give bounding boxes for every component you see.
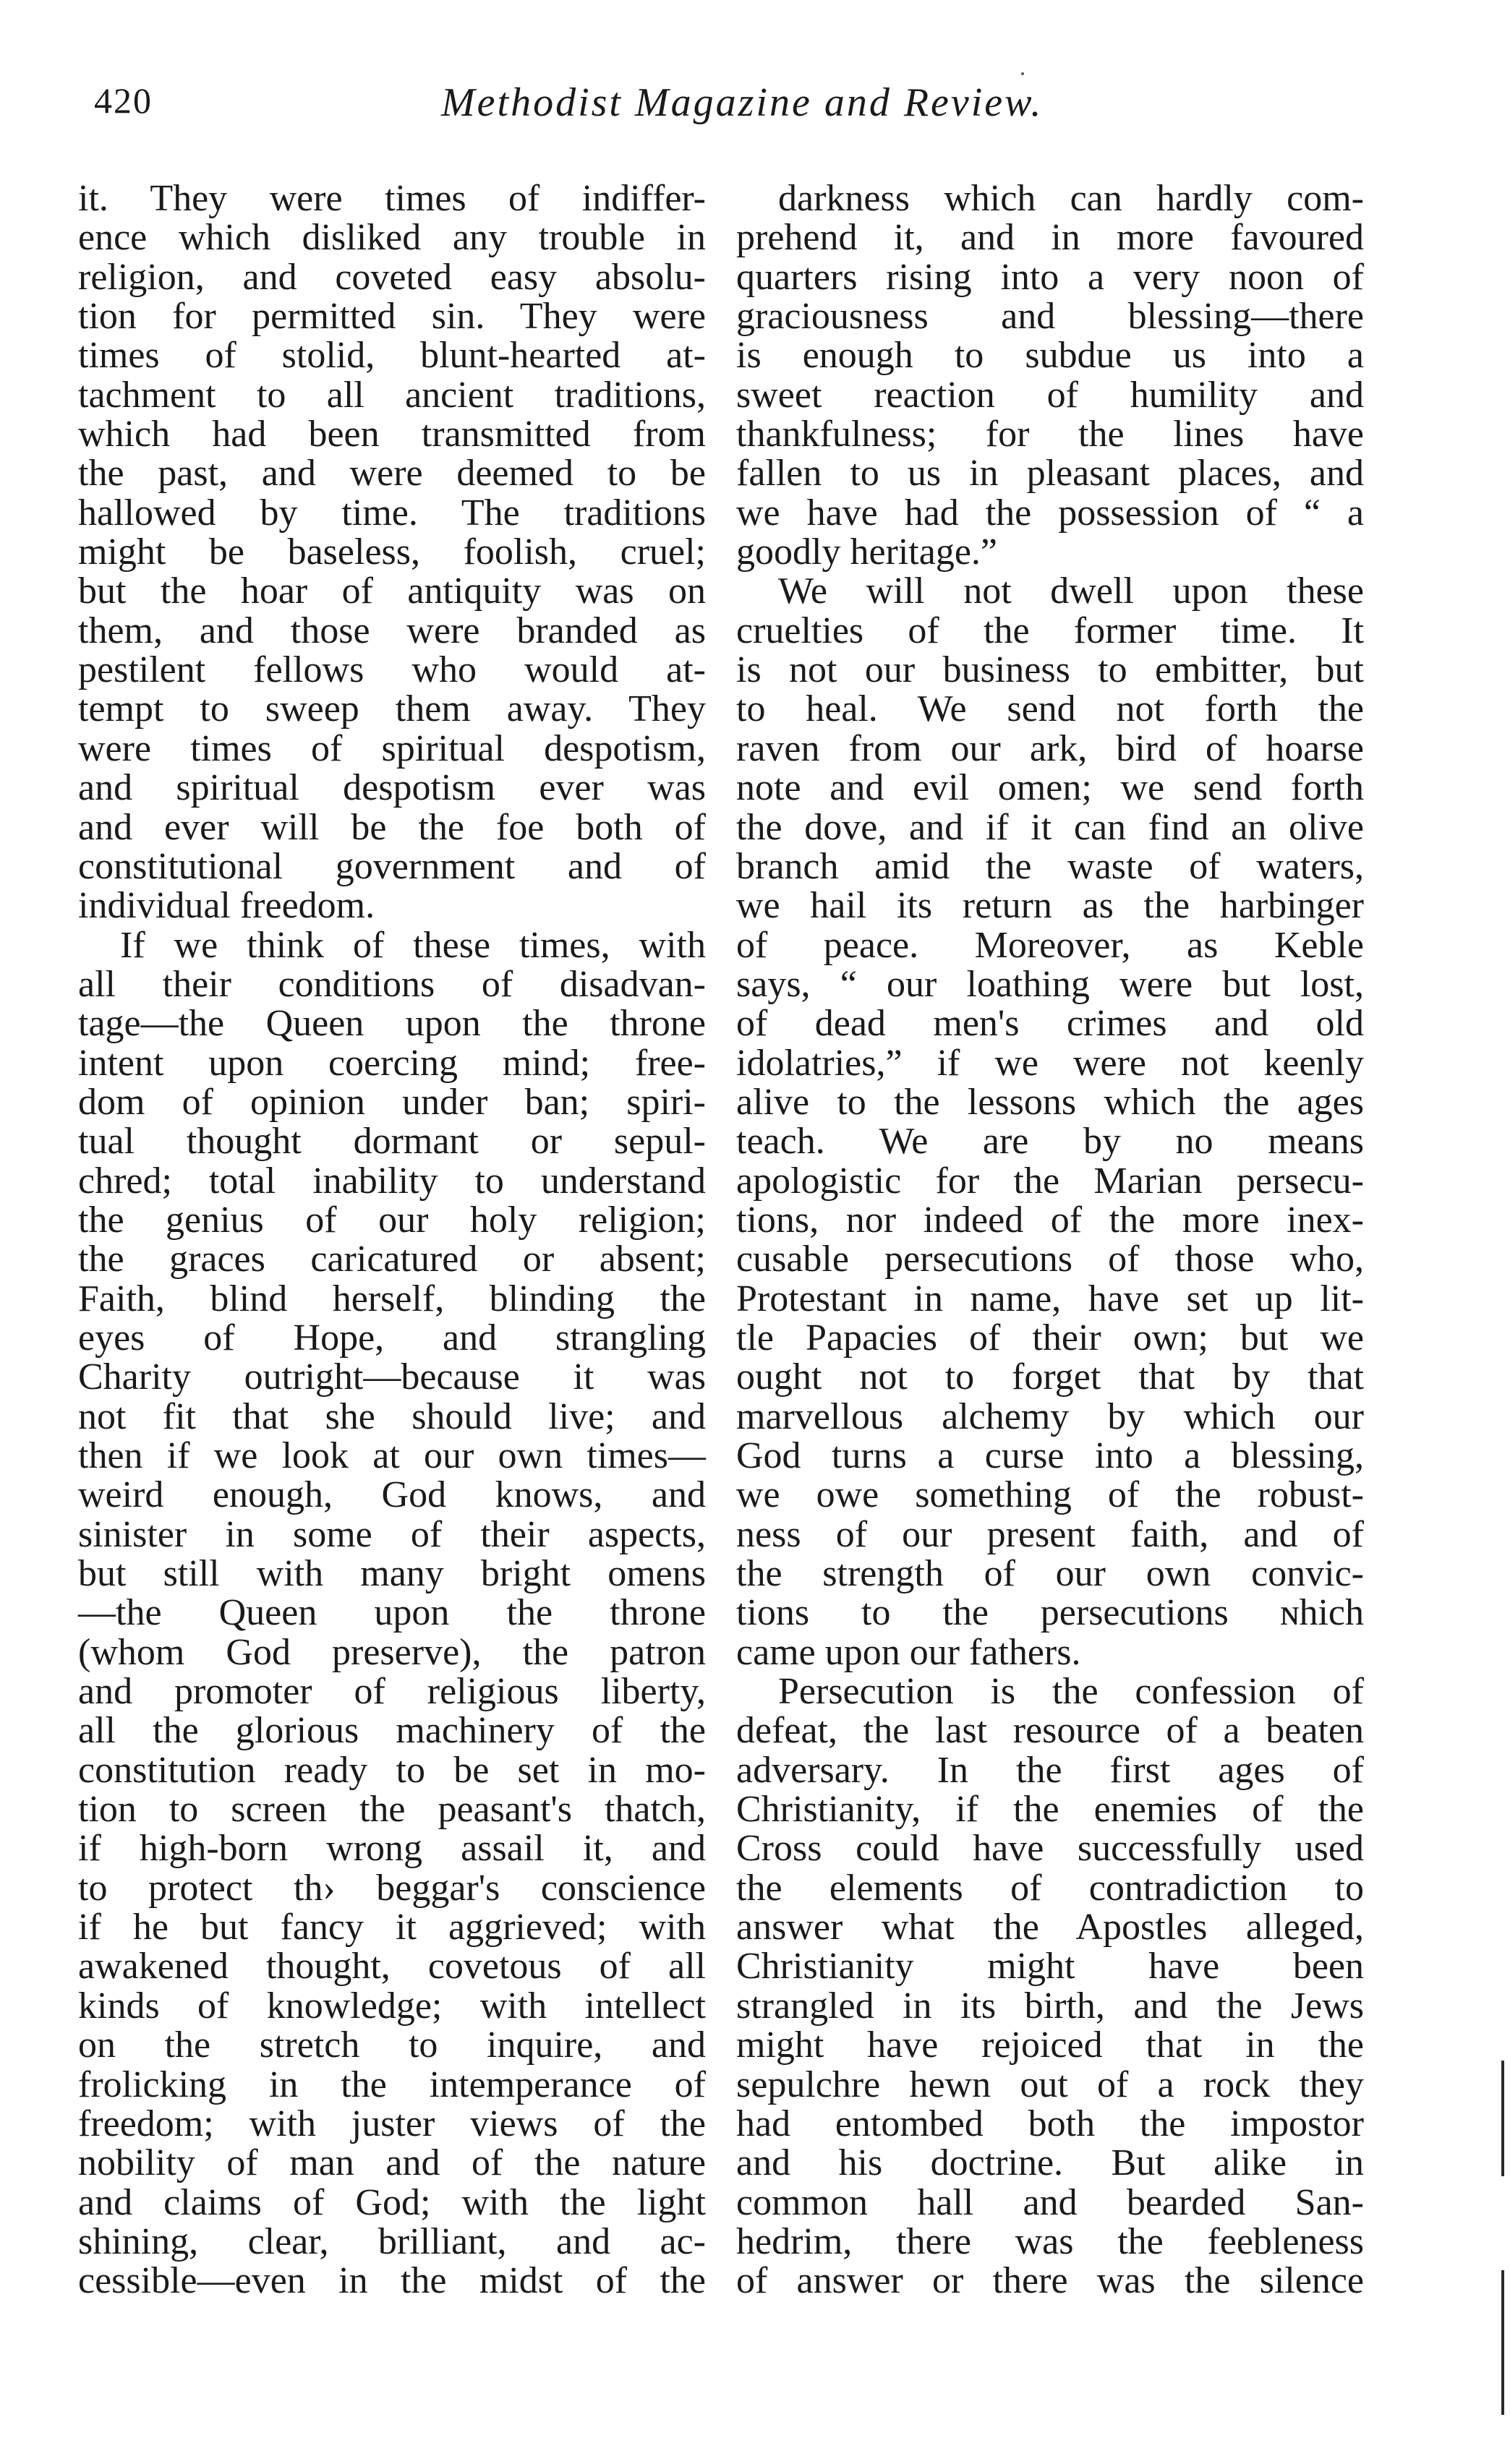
text-line: weird enough, God knows, and bbox=[78, 1474, 706, 1516]
text-line: darkness which can hardly com- bbox=[778, 178, 1364, 219]
print-speck bbox=[1021, 72, 1024, 75]
text-line: We will not dwell upon these bbox=[778, 570, 1364, 612]
text-line: strangled in its birth, and the Jews bbox=[736, 1985, 1364, 2027]
text-line: the graces caricatured or absent; bbox=[78, 1239, 706, 1280]
text-line: we owe something of the robust- bbox=[736, 1474, 1364, 1516]
text-line: it. They were times of indiffer- bbox=[78, 178, 706, 219]
text-line: came upon our fathers. bbox=[736, 1631, 1081, 1673]
text-line: God turns a curse into a blessing, bbox=[736, 1435, 1364, 1476]
text-line: and spiritual despotism ever was bbox=[78, 767, 706, 809]
text-line: tempt to sweep them away. They bbox=[78, 688, 706, 730]
text-line: on the stretch to inquire, and bbox=[78, 2024, 706, 2066]
margin-scan-mark bbox=[1501, 2061, 1504, 2176]
text-line: Christianity, if the enemies of the bbox=[736, 1789, 1364, 1831]
text-line: constitutional government and of bbox=[78, 845, 706, 887]
text-line: all the glorious machinery of the bbox=[78, 1710, 706, 1752]
text-line: tle Papacies of their own; but we bbox=[736, 1317, 1364, 1359]
text-line: graciousness and blessing—there bbox=[736, 296, 1364, 338]
margin-scan-mark bbox=[1501, 2270, 1504, 2415]
text-line: ought not to forget that by that bbox=[736, 1356, 1364, 1398]
text-line: constitution ready to be set in mo- bbox=[78, 1749, 706, 1791]
text-line: but the hoar of antiquity was on bbox=[78, 570, 706, 612]
text-line: tion for permitted sin. They were bbox=[78, 296, 706, 338]
text-line: sweet reaction of humility and bbox=[736, 374, 1364, 416]
text-line: and claims of God; with the light bbox=[78, 2181, 706, 2223]
text-line: and ever will be the foe both of bbox=[78, 806, 706, 848]
text-line: we hail its return as the harbinger bbox=[736, 885, 1364, 927]
page-header bbox=[94, 80, 1352, 145]
text-line: raven from our ark, bird of hoarse bbox=[736, 727, 1364, 769]
text-line: tachment to all ancient traditions, bbox=[78, 374, 706, 416]
text-line: is enough to subdue us into a bbox=[736, 335, 1364, 377]
text-line: frolicking in the intemperance of bbox=[78, 2063, 706, 2105]
text-line: Protestant in name, have set up lit- bbox=[736, 1278, 1364, 1319]
text-line: awakened thought, covetous of all bbox=[78, 1946, 706, 1988]
text-line: idolatries,” if we were not keenly bbox=[736, 1042, 1364, 1084]
text-line: if he but fancy it aggrieved; with bbox=[78, 1907, 706, 1948]
text-line: prehend it, and in more favoured bbox=[736, 217, 1364, 259]
text-line: If we think of these times, with bbox=[120, 924, 706, 966]
text-line: intent upon coercing mind; free- bbox=[78, 1042, 706, 1084]
text-line: Charity outright—because it was bbox=[78, 1356, 706, 1398]
text-line: tions, nor indeed of the more inex- bbox=[736, 1199, 1364, 1241]
text-line: the elements of contradiction to bbox=[736, 1867, 1364, 1909]
text-line: quarters rising into a very noon of bbox=[736, 256, 1364, 298]
text-line: Christianity might have been bbox=[736, 1946, 1364, 1988]
text-line: chred; total inability to understand bbox=[78, 1160, 706, 1202]
text-line: might have rejoiced that in the bbox=[736, 2024, 1364, 2066]
text-line: says, “ our loathing were but lost, bbox=[736, 963, 1364, 1005]
text-line: tage—the Queen upon the throne bbox=[78, 1003, 706, 1045]
text-line: tual thought dormant or sepul- bbox=[78, 1121, 706, 1163]
text-line: eyes of Hope, and strangling bbox=[78, 1317, 706, 1359]
text-line: might be baseless, foolish, cruel; bbox=[78, 531, 706, 573]
text-line: of answer or there was the silence bbox=[736, 2260, 1364, 2302]
text-line: adversary. In the first ages of bbox=[736, 1749, 1364, 1791]
text-line: kinds of knowledge; with intellect bbox=[78, 1985, 706, 2027]
text-line: cessible—even in the midst of the bbox=[78, 2260, 706, 2302]
text-line: cruelties of the former time. It bbox=[736, 609, 1364, 651]
text-line: to heal. We send not forth the bbox=[736, 688, 1364, 730]
text-line: then if we look at our own times— bbox=[78, 1435, 706, 1476]
text-line: alive to the lessons which the ages bbox=[736, 1081, 1364, 1123]
text-line: dom of opinion under ban; spiri- bbox=[78, 1081, 706, 1123]
text-line: note and evil omen; we send forth bbox=[736, 767, 1364, 809]
text-line: the past, and were deemed to be bbox=[78, 453, 706, 495]
running-title: Methodist Magazine and Review. bbox=[441, 80, 1044, 125]
text-line: individual freedom. bbox=[78, 885, 375, 927]
text-line: branch amid the waste of waters, bbox=[736, 845, 1364, 887]
text-line: the strength of our own convic- bbox=[736, 1553, 1364, 1595]
text-line: thankfulness; for the lines have bbox=[736, 414, 1364, 455]
text-line: freedom; with juster views of the bbox=[78, 2102, 706, 2144]
text-line: teach. We are by no means bbox=[736, 1121, 1364, 1163]
text-line: and his doctrine. But alike in bbox=[736, 2142, 1364, 2184]
text-line: not fit that she should live; and bbox=[78, 1395, 706, 1437]
text-line: to protect th› beggar's conscience bbox=[78, 1867, 706, 1909]
text-line: shining, clear, brilliant, and ac- bbox=[78, 2220, 706, 2262]
text-line: of dead men's crimes and old bbox=[736, 1003, 1364, 1045]
text-line: if high-born wrong assail it, and bbox=[78, 1828, 706, 1870]
text-line: common hall and bearded San- bbox=[736, 2181, 1364, 2223]
text-line: cusable persecutions of those who, bbox=[736, 1239, 1364, 1280]
text-line: the genius of our holy religion; bbox=[78, 1199, 706, 1241]
text-line: Cross could have successfully used bbox=[736, 1828, 1364, 1870]
text-line: (whom God preserve), the patron bbox=[78, 1631, 706, 1673]
text-line: apologistic for the Marian persecu- bbox=[736, 1160, 1364, 1202]
text-line: tion to screen the peasant's thatch, bbox=[78, 1789, 706, 1831]
text-line: is not our business to embitter, but bbox=[736, 649, 1364, 691]
text-line: sepulchre hewn out of a rock they bbox=[736, 2063, 1364, 2105]
text-line: and promoter of religious liberty, bbox=[78, 1671, 706, 1713]
text-line: of peace. Moreover, as Keble bbox=[736, 924, 1364, 966]
text-line: —the Queen upon the throne bbox=[78, 1592, 706, 1634]
text-line: Persecution is the confession of bbox=[778, 1671, 1364, 1713]
text-line: which had been transmitted from bbox=[78, 414, 706, 455]
text-line: hedrim, there was the feebleness bbox=[736, 2220, 1364, 2262]
text-line: were times of spiritual despotism, bbox=[78, 727, 706, 769]
text-line: goodly heritage.” bbox=[736, 531, 997, 573]
text-line: sinister in some of their aspects, bbox=[78, 1513, 706, 1555]
text-line: answer what the Apostles alleged, bbox=[736, 1907, 1364, 1948]
text-line: marvellous alchemy by which our bbox=[736, 1395, 1364, 1437]
text-line: them, and those were branded as bbox=[78, 609, 706, 651]
text-line: the dove, and if it can find an olive bbox=[736, 806, 1364, 848]
text-line: tions to the persecutions ɴhich bbox=[736, 1592, 1364, 1634]
text-line: Faith, blind herself, blinding the bbox=[78, 1278, 706, 1319]
text-line: but still with many bright omens bbox=[78, 1553, 706, 1595]
text-line: pestilent fellows who would at- bbox=[78, 649, 706, 691]
text-line: ness of our present faith, and of bbox=[736, 1513, 1364, 1555]
text-line: we have had the possession of “ a bbox=[736, 492, 1364, 534]
text-line: all their conditions of disadvan- bbox=[78, 963, 706, 1005]
text-line: ence which disliked any trouble in bbox=[78, 217, 706, 259]
left-text-column bbox=[78, 179, 706, 2301]
text-line: had entombed both the impostor bbox=[736, 2102, 1364, 2144]
text-line: times of stolid, blunt-hearted at- bbox=[78, 335, 706, 377]
page-number: 420 bbox=[94, 80, 153, 121]
text-line: hallowed by time. The traditions bbox=[78, 492, 706, 534]
text-line: fallen to us in pleasant places, and bbox=[736, 453, 1364, 495]
text-line: religion, and coveted easy absolu- bbox=[78, 256, 706, 298]
text-line: nobility of man and of the nature bbox=[78, 2142, 706, 2184]
right-text-column bbox=[736, 179, 1364, 2301]
text-line: defeat, the last resource of a beaten bbox=[736, 1710, 1364, 1752]
